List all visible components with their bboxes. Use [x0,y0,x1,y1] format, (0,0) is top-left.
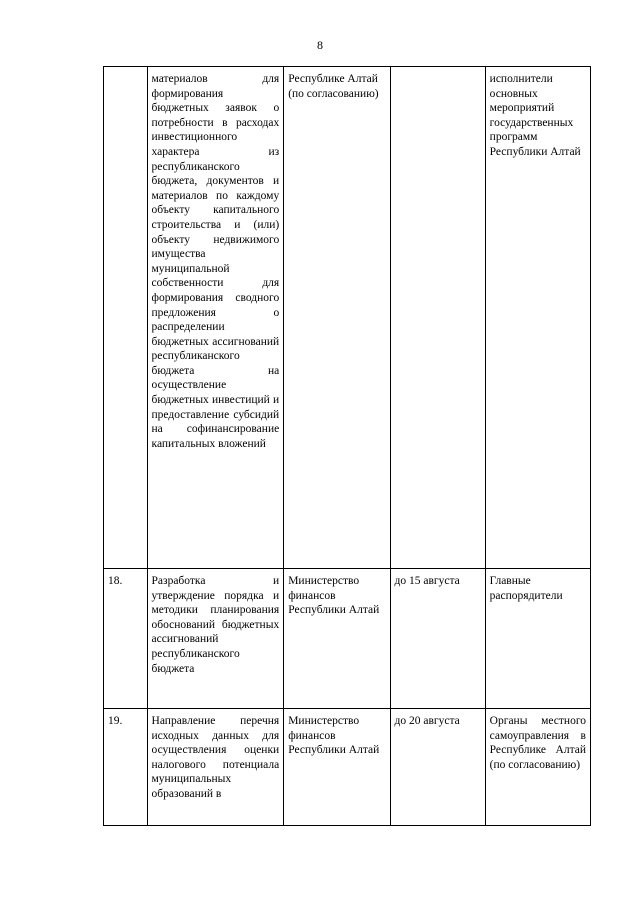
term-text: до 15 августа [394,575,460,587]
responsible-text: Республике Алтай (по согласованию) [288,73,379,100]
term-cell [390,67,485,569]
executors-cell [485,569,590,709]
responsible-cell [284,67,390,569]
term-cell [390,709,485,826]
table-row [104,67,591,569]
table-row [104,709,591,826]
executors-cell [485,67,590,569]
row-number: 19. [108,715,123,727]
responsible-text: Министерство финансов Республики Алтай [288,575,380,617]
responsible-cell [284,569,390,709]
row-number-cell [104,709,148,826]
executors-text: исполнители основных мероприятий государственных программ Республики Алтай [489,73,581,158]
task-cell [147,569,284,709]
responsible-text: Министерство финансов Республики Алтай [288,715,380,757]
executors-text: Главные распорядители [489,575,563,602]
term-text: до 20 августа [394,715,460,727]
task-cell [147,709,284,826]
term-cell [390,569,485,709]
schedule-table [103,66,591,826]
executors-text: Органы местного самоуправления в Республике Алтай (по согласованию) [489,715,586,771]
row-number-cell [104,569,148,709]
task-cell [147,67,284,569]
page-number: 8 [317,38,323,52]
row-number-cell [104,67,148,569]
task-text: Разработка и утверждение порядка и методики планирования обоснований бюджетных ассигнований республиканского бюджета [151,575,280,675]
executors-cell [485,709,590,826]
task-text: Направление перечня исходных данных для осуществления оценки налогового потенциала муниципальных образований в [151,715,280,800]
task-text: материалов для формирования бюджетных заявок о потребности в расходах инвестиционного характера из республиканского бюджета, документов и материалов по каждому объекту капитального строительства и (или) объекту недвижимого имущества муниципальной собственности для формирования сводного предложения о распределении бюджетных ассигнований республиканского бюджета на осуществление бюджетных инвестиций и предоставление субсидий на софинансирование капитальных вложений [151,73,280,450]
row-number: 18. [108,575,123,587]
table-row [104,569,591,709]
responsible-cell [284,709,390,826]
